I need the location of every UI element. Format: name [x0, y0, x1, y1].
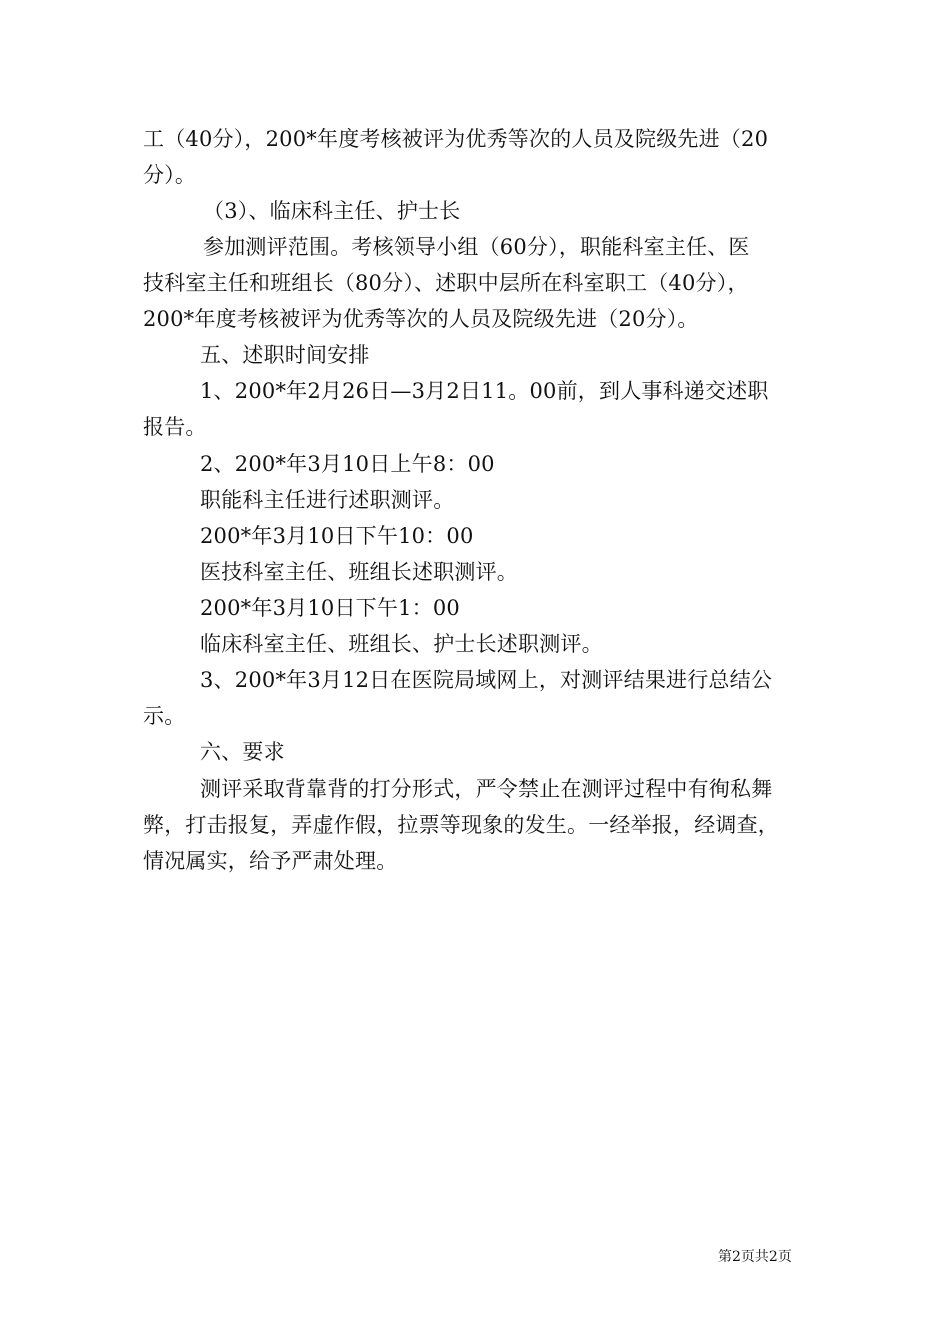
- body-line: 200*年度考核被评为优秀等次的人员及院级先进（20分）。: [143, 307, 699, 331]
- body-line: 3、200*年3月12日在医院局域网上，对测评结果进行总结公: [200, 668, 773, 692]
- body-line: 临床科室主任、班组长、护士长述职测评。: [200, 632, 603, 656]
- section-heading: 五、述职时间安排: [200, 343, 370, 367]
- body-line: 工（40分），200*年度考核被评为优秀等次的人员及院级先进（20: [143, 127, 769, 151]
- body-line: 职能科主任进行述职测评。: [200, 488, 455, 512]
- body-line: 示。: [143, 704, 186, 728]
- body-line: 1、200*年2月26日—3月2日11。00前，到人事科递交述职: [200, 379, 769, 403]
- body-line: 弊，打击报复，弄虚作假，拉票等现象的发生。一经举报，经调查，: [143, 813, 779, 837]
- body-line: 参加测评范围。考核领导小组（60分），职能科室主任、医: [203, 235, 750, 259]
- body-line: 医技科室主任、班组长述职测评。: [200, 560, 518, 584]
- body-line: 200*年3月10日下午10：00: [200, 524, 474, 548]
- body-line: 200*年3月10日下午1：00: [200, 596, 460, 620]
- section-heading: 六、要求: [200, 740, 285, 764]
- body-line: 分）。: [143, 163, 197, 187]
- body-line: 报告。: [143, 415, 207, 439]
- body-line: 2、200*年3月10日上午8：00: [200, 452, 495, 476]
- section-subheading: （3）、临床科主任、护士长: [203, 199, 461, 223]
- body-line: 测评采取背靠背的打分形式，严令禁止在测评过程中有徇私舞: [200, 777, 773, 801]
- body-line: 情况属实，给予严肃处理。: [143, 849, 398, 873]
- page-number-footer: 第2页共2页: [718, 1249, 792, 1265]
- body-line: 技科室主任和班组长（80分）、述职中层所在科室职工（40分），: [143, 271, 749, 295]
